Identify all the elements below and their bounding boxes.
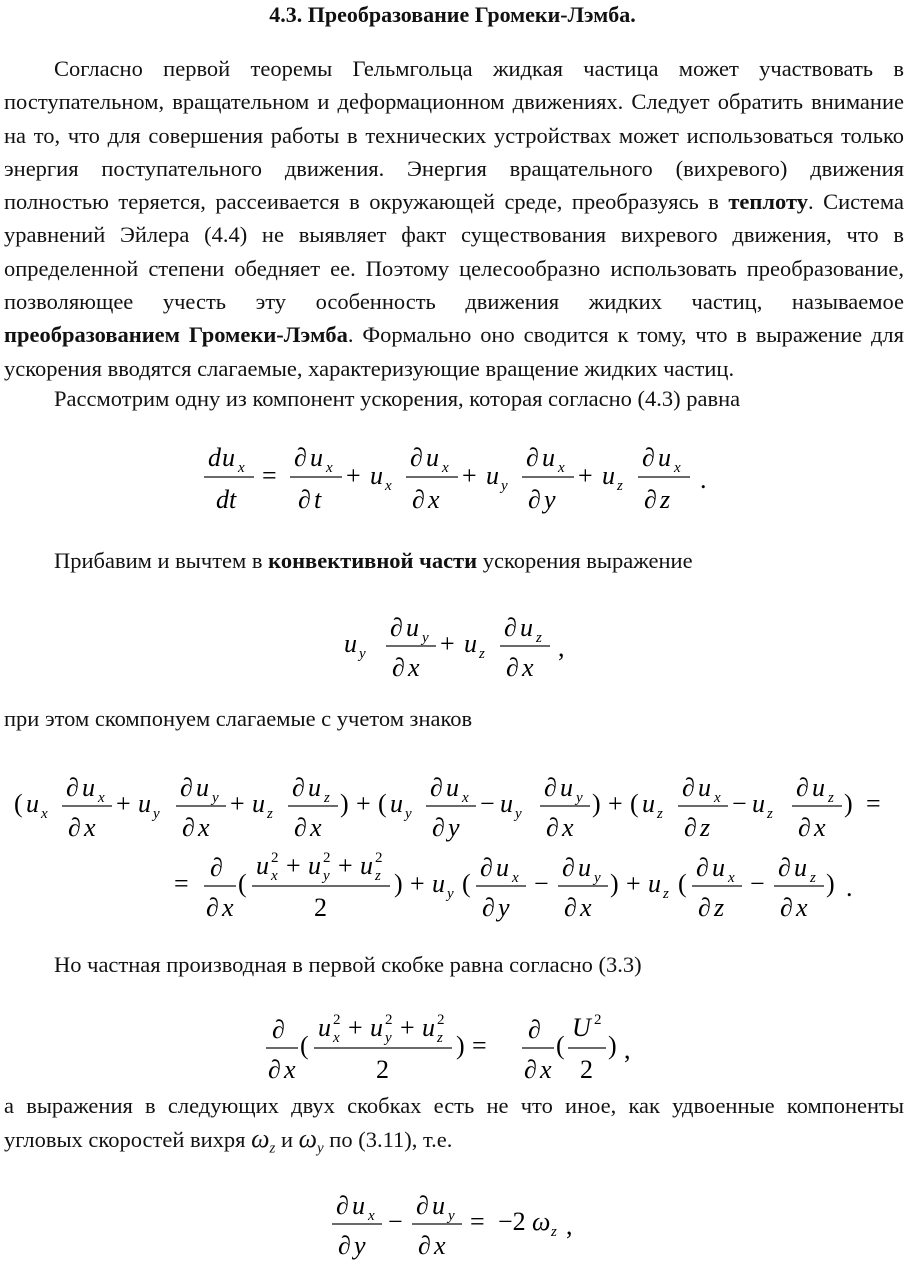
svg-text:x: x — [333, 1030, 340, 1046]
svg-text:z: z — [536, 630, 542, 646]
equation-acceleration — [190, 432, 730, 522]
svg-text:u: u — [432, 1191, 445, 1220]
svg-text:z: z — [663, 886, 669, 902]
svg-text:z: z — [810, 870, 816, 886]
svg-text:2: 2 — [314, 893, 327, 922]
svg-text:u: u — [196, 773, 209, 802]
omega-symbol: ω — [251, 1124, 270, 1154]
svg-text:∂: ∂ — [206, 893, 219, 922]
svg-text:x: x — [540, 1055, 552, 1084]
svg-text:2: 2 — [323, 850, 331, 866]
svg-text:∂: ∂ — [780, 893, 793, 922]
svg-text:x: x — [558, 460, 565, 476]
svg-text:∂: ∂ — [294, 813, 307, 842]
svg-text:y: y — [212, 790, 219, 806]
svg-text:x: x — [728, 870, 735, 886]
svg-text:u: u — [344, 629, 357, 658]
svg-text:y: y — [405, 806, 412, 822]
svg-text:u: u — [464, 629, 477, 658]
svg-text:∂: ∂ — [642, 443, 655, 472]
svg-text:z: z — [267, 806, 273, 822]
svg-text:z: z — [551, 1224, 557, 1240]
svg-text:∂: ∂ — [528, 485, 541, 514]
svg-text:x: x — [271, 868, 278, 884]
svg-text:): ) — [592, 789, 601, 818]
svg-text:u: u — [486, 461, 499, 490]
svg-text:+: + — [346, 461, 361, 490]
svg-text:u: u — [422, 1013, 435, 1042]
text-span: Прибавим и вычтем в — [54, 548, 269, 573]
svg-text:−2: −2 — [498, 1207, 526, 1236]
svg-text:x: x — [222, 893, 234, 922]
svg-text:z: z — [660, 485, 671, 514]
svg-text:u: u — [138, 789, 151, 818]
svg-text:x: x — [674, 460, 681, 476]
svg-text:u: u — [496, 853, 509, 882]
svg-text:+: + — [286, 851, 301, 880]
svg-text:∂: ∂ — [182, 813, 195, 842]
text-span: по (3.11), т.е. — [323, 1127, 453, 1153]
text-span: . Система уравнений Эйлера (4.4) не выявляет факт существования вихревого движения, что в определенной степени обедняет ее. Поэтому целесообразно использовать преобразование, позволяющее учесть эту особенность движения жидких частиц, называемое — [4, 189, 904, 315]
svg-text:u: u — [308, 773, 321, 802]
svg-text:y: y — [447, 886, 454, 902]
svg-text:∂: ∂ — [294, 443, 307, 472]
svg-text:(: ( — [630, 789, 639, 818]
svg-text:u: u — [406, 613, 419, 642]
svg-text:x: x — [408, 653, 420, 682]
svg-text:=: = — [174, 869, 189, 898]
subscript: z — [269, 1140, 276, 1157]
svg-text:+: + — [626, 869, 641, 898]
svg-text:x: x — [512, 870, 519, 886]
svg-text:z: z — [700, 813, 711, 842]
svg-text:∂: ∂ — [412, 485, 425, 514]
bold-term-convective-part: конвективной части — [268, 548, 478, 573]
svg-text:U: U — [572, 1013, 591, 1042]
svg-text:∂: ∂ — [292, 773, 305, 802]
svg-text:∂: ∂ — [68, 813, 81, 842]
svg-text:y: y — [576, 790, 583, 806]
svg-text:u: u — [370, 461, 383, 490]
svg-text:2: 2 — [437, 1012, 445, 1028]
svg-text:x: x — [442, 460, 449, 476]
svg-text:d: d — [208, 443, 221, 472]
svg-text:∂: ∂ — [482, 893, 495, 922]
svg-text:t: t — [314, 485, 322, 514]
svg-text:u: u — [310, 443, 323, 472]
svg-text:x: x — [434, 1231, 446, 1260]
svg-text:∂: ∂ — [390, 613, 403, 642]
bold-term-gromeka-lamb: преобразованием Громеки-Лэмба — [4, 322, 348, 348]
svg-text:+: + — [440, 629, 455, 658]
paragraph-partial-derivative: Но частная производная в первой скобке равна согласно (3.3) — [54, 952, 642, 977]
svg-text:2: 2 — [385, 1012, 393, 1028]
svg-text:(: ( — [300, 1031, 309, 1060]
svg-text:u: u — [360, 851, 373, 880]
svg-text:∂: ∂ — [416, 1191, 429, 1220]
svg-text:+: + — [410, 869, 425, 898]
svg-text:∂: ∂ — [524, 1055, 537, 1084]
svg-text:2: 2 — [375, 850, 383, 866]
paragraph-acceleration-component: Рассмотрим одну из компонент ускорения, которая согласно (4.3) равна — [54, 386, 741, 411]
svg-text:y: y — [515, 806, 522, 822]
svg-text:(: ( — [14, 789, 23, 818]
paragraph-compose-terms: при этом скомпонуем слагаемые с учетом знаков — [4, 706, 473, 731]
text-span: . Формально оно сводится к тому, что в выражение для ускорения вводятся слагаемые, характеризующие вращение жидких частиц. — [4, 322, 904, 381]
svg-text:+: + — [356, 789, 371, 818]
text-span: а выражения в следующих двух скобках есть не что иное, как удвоенные компоненты угловых скоростей вихря — [4, 1093, 904, 1153]
paragraph-add-subtract — [54, 548, 693, 574]
svg-text:∂: ∂ — [392, 653, 405, 682]
svg-text:y: y — [544, 485, 556, 514]
svg-text:u: u — [602, 461, 615, 490]
svg-text:∂: ∂ — [268, 1055, 281, 1084]
equation-kinetic-energy — [262, 1000, 662, 1092]
svg-text:+: + — [230, 789, 245, 818]
svg-text:u: u — [520, 613, 533, 642]
svg-text:u: u — [426, 443, 439, 472]
svg-text:x: x — [580, 893, 592, 922]
svg-text:∂: ∂ — [544, 773, 557, 802]
svg-text:u: u — [752, 789, 765, 818]
svg-text:(: ( — [678, 869, 687, 898]
svg-text:): ) — [340, 789, 349, 818]
svg-text:x: x — [814, 813, 826, 842]
paragraph-vorticity — [4, 1089, 904, 1166]
svg-text:u: u — [578, 853, 591, 882]
svg-text:∂: ∂ — [696, 853, 709, 882]
svg-text:u: u — [560, 773, 573, 802]
svg-text:.: . — [846, 873, 853, 902]
svg-text:u: u — [446, 773, 459, 802]
svg-text:∂: ∂ — [526, 443, 539, 472]
svg-text:): ) — [394, 869, 403, 898]
svg-text:∂: ∂ — [564, 893, 577, 922]
svg-text:): ) — [456, 1031, 465, 1060]
svg-text:∂: ∂ — [684, 813, 697, 842]
svg-text:z: z — [828, 790, 834, 806]
equation-vorticity-z — [326, 1180, 606, 1262]
svg-text:∂: ∂ — [180, 773, 193, 802]
svg-text:y: y — [354, 1231, 366, 1260]
svg-text:(: ( — [462, 869, 471, 898]
svg-text:−: − — [732, 789, 747, 818]
svg-text:∂: ∂ — [778, 853, 791, 882]
svg-text:x: x — [714, 790, 721, 806]
svg-text:=: = — [470, 1207, 485, 1236]
svg-text:dt: dt — [216, 485, 237, 514]
svg-text:∂: ∂ — [480, 853, 493, 882]
svg-text:u: u — [82, 773, 95, 802]
svg-text:): ) — [610, 869, 619, 898]
text-span: и — [275, 1127, 299, 1153]
svg-text:2: 2 — [271, 850, 279, 866]
svg-text:x: x — [385, 478, 392, 494]
svg-text:x: x — [198, 813, 210, 842]
svg-text:−: − — [480, 789, 495, 818]
svg-text:y: y — [323, 868, 330, 884]
svg-text:+: + — [462, 461, 477, 490]
svg-text:z: z — [714, 893, 725, 922]
svg-text:u: u — [648, 869, 661, 898]
svg-text:2: 2 — [580, 1055, 593, 1084]
svg-text:−: − — [534, 869, 549, 898]
svg-text:,: , — [558, 633, 565, 662]
omega-symbol: ω — [298, 1124, 317, 1154]
svg-text:y: y — [448, 813, 460, 842]
subscript: y — [317, 1140, 324, 1157]
equation-added-terms — [340, 606, 580, 686]
svg-text:x: x — [326, 460, 333, 476]
svg-text:u: u — [252, 789, 265, 818]
svg-text:∂: ∂ — [798, 813, 811, 842]
svg-text:∂: ∂ — [796, 773, 809, 802]
svg-text:u: u — [698, 773, 711, 802]
svg-text:∂: ∂ — [298, 485, 311, 514]
svg-text:∂: ∂ — [562, 853, 575, 882]
svg-text:u: u — [222, 443, 235, 472]
svg-text:∂: ∂ — [644, 485, 657, 514]
svg-text:=: = — [262, 461, 277, 490]
svg-text:+: + — [338, 851, 353, 880]
svg-text:+: + — [116, 789, 131, 818]
svg-text:.: . — [700, 465, 707, 494]
equation-regrouped — [10, 766, 900, 926]
svg-text:2: 2 — [333, 1012, 341, 1028]
svg-text:u: u — [794, 853, 807, 882]
svg-text:u: u — [812, 773, 825, 802]
svg-text:∂: ∂ — [418, 1231, 431, 1260]
svg-text:+: + — [400, 1013, 415, 1042]
svg-text:∂: ∂ — [272, 1015, 285, 1044]
svg-text:y: y — [448, 1208, 455, 1224]
bold-term-heat: теплоту — [728, 189, 808, 215]
text-span: ускорения выражение — [477, 548, 693, 573]
svg-text:∂: ∂ — [66, 773, 79, 802]
svg-text:,: , — [624, 1035, 631, 1064]
svg-text:,: , — [566, 1211, 573, 1240]
svg-text:u: u — [26, 789, 39, 818]
svg-text:): ) — [608, 1031, 617, 1060]
svg-text:u: u — [318, 1013, 331, 1042]
svg-text:x: x — [310, 813, 322, 842]
svg-text:z: z — [479, 646, 485, 662]
svg-text:∂: ∂ — [336, 1191, 349, 1220]
svg-text:u: u — [642, 789, 655, 818]
svg-text:2: 2 — [594, 1012, 602, 1028]
svg-text:=: = — [472, 1031, 487, 1060]
svg-text:x: x — [796, 893, 808, 922]
svg-text:x: x — [84, 813, 96, 842]
paragraph-intro — [4, 52, 904, 385]
svg-text:z: z — [375, 868, 381, 884]
svg-text:∂: ∂ — [506, 653, 519, 682]
svg-text:+: + — [348, 1013, 363, 1042]
svg-text:=: = — [866, 789, 881, 818]
svg-text:∂: ∂ — [410, 443, 423, 472]
svg-text:u: u — [658, 443, 671, 472]
svg-text:(: ( — [238, 869, 247, 898]
svg-text:y: y — [594, 870, 601, 886]
svg-text:z: z — [767, 806, 773, 822]
svg-text:∂: ∂ — [682, 773, 695, 802]
svg-text:z: z — [324, 790, 330, 806]
svg-text:u: u — [256, 851, 269, 880]
svg-text:x: x — [428, 485, 440, 514]
svg-text:y: y — [501, 478, 508, 494]
svg-text:y: y — [153, 806, 160, 822]
svg-text:u: u — [390, 789, 403, 818]
svg-text:y: y — [385, 1030, 392, 1046]
svg-text:x: x — [462, 790, 469, 806]
svg-text:u: u — [432, 869, 445, 898]
svg-text:x: x — [238, 460, 245, 476]
svg-text:x: x — [98, 790, 105, 806]
svg-text:∂: ∂ — [338, 1231, 351, 1260]
svg-text:u: u — [500, 789, 513, 818]
svg-text:∂: ∂ — [698, 893, 711, 922]
svg-text:ω: ω — [532, 1207, 551, 1236]
svg-text:+: + — [578, 461, 593, 490]
svg-text:z: z — [617, 478, 623, 494]
svg-text:(: ( — [556, 1031, 565, 1060]
svg-text:): ) — [826, 869, 835, 898]
svg-text:z: z — [657, 806, 663, 822]
svg-text:−: − — [388, 1207, 403, 1236]
section-title: 4.3. Преобразование Громеки-Лэмба. — [269, 2, 636, 27]
svg-text:∂: ∂ — [546, 813, 559, 842]
svg-text:u: u — [370, 1013, 383, 1042]
svg-text:x: x — [522, 653, 534, 682]
svg-text:(: ( — [378, 789, 387, 818]
svg-text:∂: ∂ — [504, 613, 517, 642]
svg-text:x: x — [41, 806, 48, 822]
svg-text:u: u — [712, 853, 725, 882]
svg-text:x: x — [562, 813, 574, 842]
svg-text:∂: ∂ — [210, 853, 223, 882]
svg-text:y: y — [359, 646, 366, 662]
svg-text:y: y — [498, 893, 510, 922]
svg-text:−: − — [750, 869, 765, 898]
svg-text:∂: ∂ — [430, 773, 443, 802]
svg-text:x: x — [284, 1055, 296, 1084]
svg-text:x: x — [368, 1208, 375, 1224]
svg-text:2: 2 — [376, 1055, 389, 1084]
svg-text:u: u — [352, 1191, 365, 1220]
svg-text:): ) — [844, 789, 853, 818]
svg-text:∂: ∂ — [432, 813, 445, 842]
svg-text:∂: ∂ — [528, 1015, 541, 1044]
svg-text:z: z — [437, 1030, 443, 1046]
text-span: Согласно первой теоремы Гельмгольца жидкая частица может участвовать в поступательном, вращательном и деформационном движениях. Следует обратить внимание на то, что для совершения работы в технических устройствах может использоваться только энергия поступательного движения. Энергия вращательного (вихревого) движения полностью теряется, рассеивается в окружающей среде, преобразуясь в — [4, 56, 904, 215]
svg-text:u: u — [308, 851, 321, 880]
svg-text:+: + — [608, 789, 623, 818]
svg-text:u: u — [542, 443, 555, 472]
svg-text:y: y — [422, 630, 429, 646]
